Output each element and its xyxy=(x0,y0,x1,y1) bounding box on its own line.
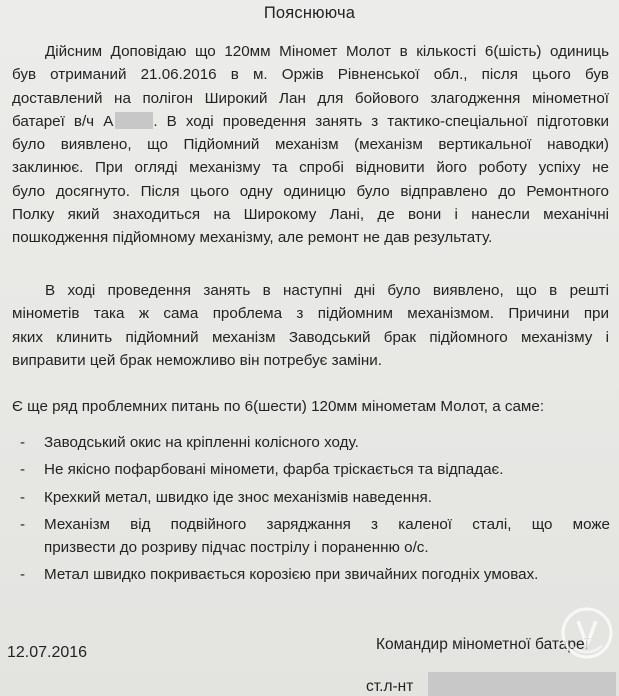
paragraph-3 xyxy=(12,395,609,418)
unit-suffix: . В ході проведення занять з тактико-спеціальної підготовки xyxy=(153,112,609,130)
paragraph-line: було досягнуто. Після цього одну одиницю було відправлено до Ремонтного xyxy=(12,182,609,200)
list-item-text: Механізм від подвійного заряджання з каленої сталі, що може xyxy=(44,515,610,533)
issues-list xyxy=(20,431,610,591)
paragraph-line: яких клинить підйомний механізм Заводський брак підйомного механізму і xyxy=(12,328,609,346)
dash-bullet: - xyxy=(20,434,26,451)
list-item xyxy=(20,486,610,509)
dash-bullet: - xyxy=(20,515,26,533)
redacted-signature-name xyxy=(428,672,616,696)
paragraph-2 xyxy=(12,279,609,372)
list-item-text: Крехкий метал, швидко іде знос механізмів наведення. xyxy=(44,488,432,506)
document-date: 12.07.2016 xyxy=(7,644,88,661)
paragraph-line: доставлений на полігон Широкий Лан для бойового злагодження мінометної xyxy=(12,89,609,107)
dash-bullet: - xyxy=(20,566,26,584)
list-item-text: Не якісно пофарбовані міномети, фарба тріскається та відпадає. xyxy=(44,461,504,479)
list-item-text: призвести до розриву підчас пострілу і пораненню о/с. xyxy=(44,539,429,557)
paragraph-line: пошкодження підйомному механізму, але ремонт не дав результату. xyxy=(12,229,493,247)
paragraph-line: Є ще ряд проблемних питань по 6(шести) 120мм мінометам Молот, а саме: xyxy=(12,398,545,415)
redacted-unit-number xyxy=(115,112,153,129)
unit-prefix: батареї в/ч А xyxy=(12,112,114,130)
signature-rank: ст.л-нт xyxy=(366,678,414,695)
document-title: Пояснююча xyxy=(263,4,356,22)
dash-bullet: - xyxy=(20,461,26,479)
list-item xyxy=(20,513,610,560)
paragraph-line: мінометів така ж сама проблема з підйомним механізмом. Причини при xyxy=(12,305,609,323)
paragraph-line: В ході проведення занять в наступні дні було виявлено, що в решті xyxy=(45,282,609,299)
paragraph-line: Дійсним Доповідаю що 120мм Міномет Молот в кількості 6(шість) одиниць xyxy=(45,43,609,60)
list-item-text: Метал швидко покривається корозією при звичайних погодніх умовах. xyxy=(44,566,539,584)
list-item xyxy=(20,563,610,586)
list-item-text: Заводський окис на кріпленні колісного ходу. xyxy=(44,434,359,451)
paragraph-line: заклинює. При огляді механізму та спробі відновити його роботу успіху не xyxy=(12,159,609,177)
signature-title: Командир мінометної батареї xyxy=(376,636,589,653)
paragraph-line-with-redaction xyxy=(12,110,609,133)
dash-bullet: - xyxy=(20,488,26,506)
paragraph-line: було виявлено, що Підйомний механізм (механізм вертикальної наводки) xyxy=(12,136,609,154)
list-item xyxy=(20,458,610,481)
paragraph-line: Полку який знаходиться на Широкому Лані, де вони і нанесли механічні xyxy=(12,206,609,224)
paragraph-line: виправити цей брак неможливо він потребує заміни. xyxy=(12,351,382,369)
watermark-logo-icon xyxy=(560,606,614,660)
paragraph-1 xyxy=(12,40,609,250)
list-item xyxy=(20,431,610,454)
paragraph-line: був отриманий 21.06.2016 в м. Оржів Рівненської обл., після цього був xyxy=(12,66,609,84)
